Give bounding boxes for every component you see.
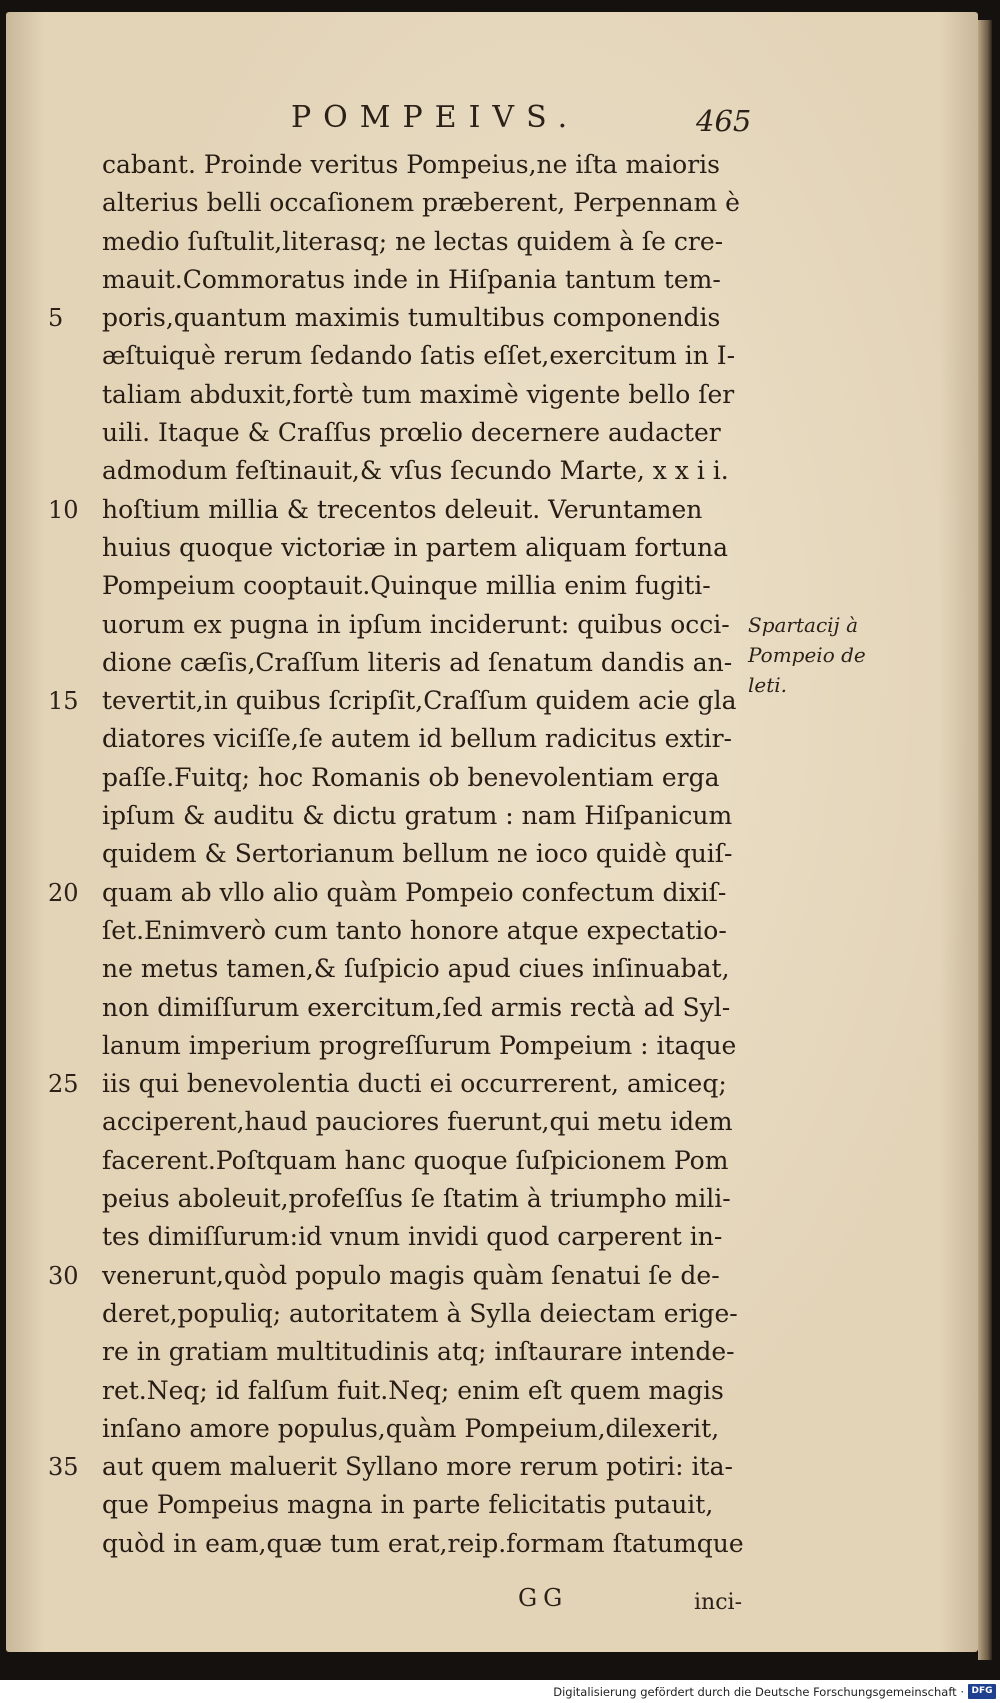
text-line: taliam abduxit,fortè tum maximè vigente bello ſer: [102, 379, 735, 409]
text-line: ne metus tamen,& ſuſpicio apud ciues inſinuabat,: [102, 954, 730, 984]
folio-number: 465: [696, 104, 752, 138]
marginal-note-line: leti.: [748, 673, 788, 697]
line-number: 20: [48, 879, 79, 907]
book-page: [6, 12, 978, 1652]
text-line: quam ab vllo alio quàm Pompeio confectum dixiſ-: [102, 877, 727, 907]
text-line: acciperent,haud pauciores fuerunt,qui metu idem: [102, 1107, 733, 1137]
text-line: paſſe.Fuitq; hoc Romanis ob benevolentiam erga: [102, 762, 720, 792]
text-line: tes dimiſſurum:id vnum invidi quod carperent in-: [102, 1222, 723, 1252]
dfg-logo: DFG: [968, 1684, 996, 1699]
catchword: inci-: [694, 1590, 742, 1615]
text-line: quòd in eam,quæ tum erat,reip.formam ſtatumque: [102, 1528, 744, 1558]
marginal-note-line: Spartacij à: [748, 613, 859, 637]
text-line: deret,populiq; autoritatem à Sylla deiectam erige-: [102, 1298, 738, 1328]
text-line: re in gratiam multitudinis atq; inſtaurare intende-: [102, 1337, 735, 1367]
footer-credit: Digitalisierung gefördert durch die Deutsche Forschungsgemeinschaft ·: [553, 1685, 964, 1699]
text-line: uorum ex pugna in ipſum inciderunt: quibus occi-: [102, 609, 730, 639]
text-line: peius aboleuit,profeſſus ſe ſtatim à triumpho mili-: [102, 1184, 731, 1214]
text-line: venerunt,quòd populo magis quàm ſenatui ſe de-: [102, 1260, 720, 1290]
line-number: 15: [48, 687, 79, 715]
text-line: iis qui benevolentia ducti ei occurrerent, amiceq;: [102, 1069, 727, 1099]
text-line: dione cæſis,Craſſum literis ad ſenatum dandis an-: [102, 647, 733, 677]
text-line: æſtuiquè rerum ſedando ſatis eſſet,exercitum in I-: [102, 341, 736, 371]
text-line: facerent.Poſtquam hanc quoque ſuſpicionem Pom: [102, 1145, 729, 1175]
line-number: 35: [48, 1453, 79, 1481]
line-number: 30: [48, 1262, 79, 1290]
line-number: 5: [48, 304, 64, 332]
footer-bar: [0, 1681, 1000, 1703]
page-edge: [978, 20, 992, 1660]
text-line: alterius belli occaſionem præberent, Perpennam è: [102, 188, 740, 218]
text-line: diatores viciſſe,ſe autem id bellum radicitus extir-: [102, 724, 732, 754]
text-line: aut quem maluerit Syllano more rerum potiri: ita-: [102, 1452, 733, 1482]
marginal-note: [748, 610, 866, 700]
text-line: ipſum & auditu & dictu gratum : nam Hiſpanicum: [102, 801, 733, 831]
marginal-note-line: Pompeio de: [748, 643, 866, 667]
text-line: ret.Neq; id falſum fuit.Neq; enim eſt quem magis: [102, 1375, 724, 1405]
text-line: tevertit,in quibus ſcripſit,Craſſum quidem acie gla: [102, 686, 737, 716]
text-line: inſano amore populus,quàm Pompeium,dilexerit,: [102, 1413, 720, 1443]
main-text: [102, 146, 742, 1563]
line-number: 25: [48, 1070, 79, 1098]
text-line: poris,quantum maximis tumultibus componendis: [102, 303, 721, 333]
text-line: medio ſuſtulit,literasq; ne lectas quidem à ſe cre-: [102, 226, 724, 256]
text-line: Pompeium cooptauit.Quinque millia enim fugiti-: [102, 571, 711, 601]
text-line: quidem & Sertorianum bellum ne ioco quidè quiſ-: [102, 839, 733, 869]
text-line: admodum feſtinauit,& vſus ſecundo Marte, x x i i.: [102, 456, 729, 486]
text-line: ſet.Enimverò cum tanto honore atque expectatio-: [102, 915, 727, 945]
text-line: uili. Itaque & Craſſus prœlio decernere audacter: [102, 418, 721, 448]
text-line: que Pompeius magna in parte felicitatis putauit,: [102, 1490, 714, 1520]
running-head: POMPEIVS.: [291, 100, 580, 135]
text-line: hoſtium millia & trecentos deleuit. Veruntamen: [102, 494, 703, 524]
line-number: 10: [48, 496, 79, 524]
text-line: lanum imperium progreſſurum Pompeium : itaque: [102, 1030, 737, 1060]
text-line: cabant. Proinde veritus Pompeius,ne iſta maioris: [102, 150, 720, 179]
text-line: non dimiſſurum exercitum,ſed armis rectà ad Syl-: [102, 992, 731, 1022]
signature-mark: GG: [518, 1584, 569, 1612]
text-line: mauit.Commoratus inde in Hiſpania tantum tem-: [102, 264, 721, 294]
text-line: huius quoque victoriæ in partem aliquam fortuna: [102, 532, 729, 562]
